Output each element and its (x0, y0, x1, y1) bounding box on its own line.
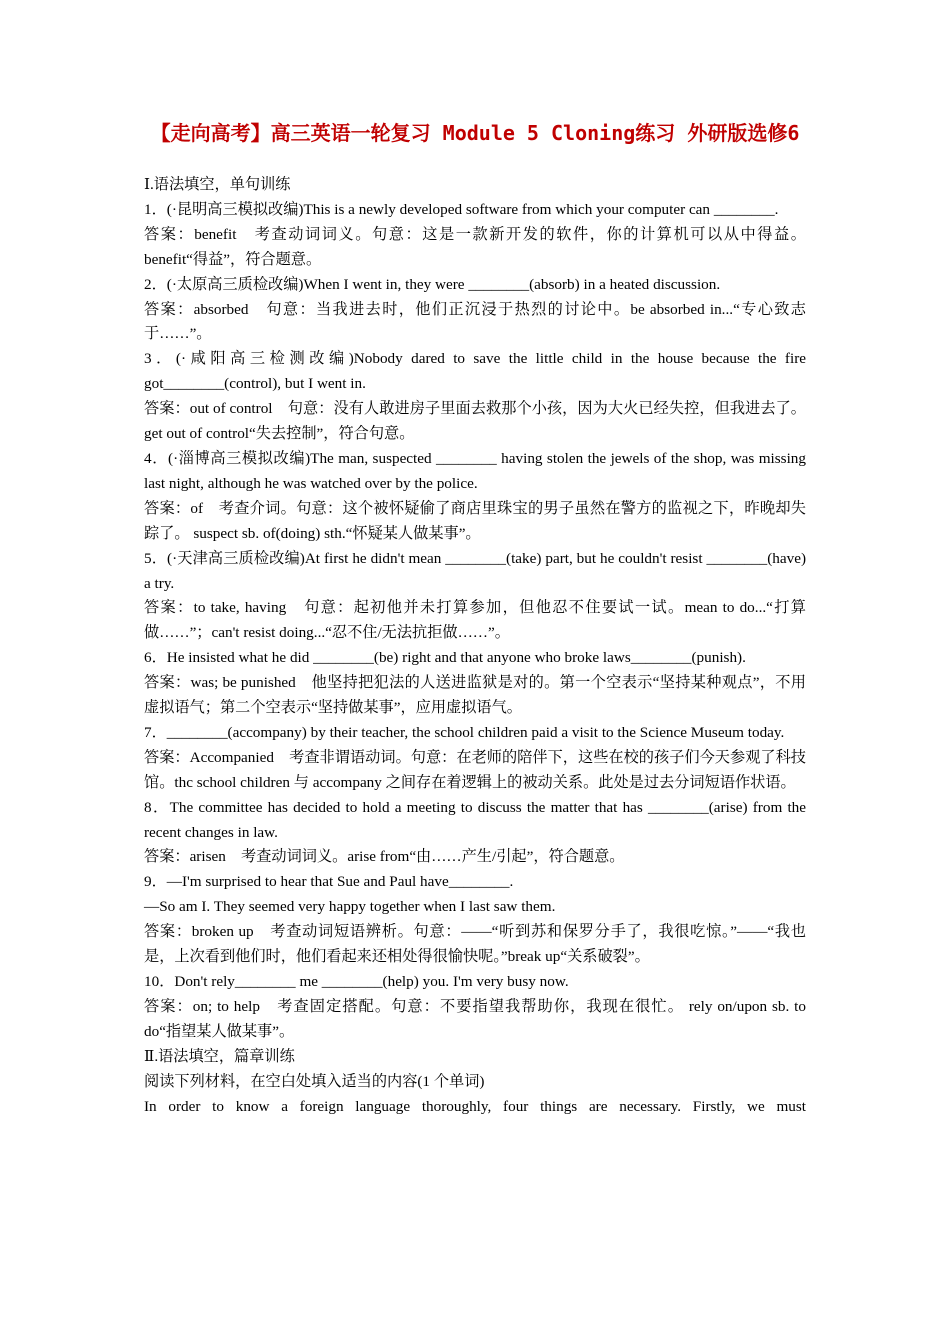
answer-8: 答案：arisen 考查动词词义。arise from“由……产生/引起”，符合题意。 (144, 848, 625, 866)
answer-3: 答案：out of control 句意：没有人敢进房子里面去救那个小孩，因为大火已经失控，但我进去了。get out of control“失去控制”，符合句意。 (144, 400, 806, 443)
answer-10: 答案：on; to help 考查固定搭配。句意：不要指望我帮助你，我现在很忙。 rely on/upon sb. to do“指望某人做某事”。 (144, 997, 806, 1040)
instruction: 阅读下列材料，在空白处填入适当的内容(1 个单词) (144, 1072, 485, 1090)
question-5: 5．(·天津高三质检改编)At first he didn't mean ________(take) part, but he couldn't resist ________(have) a try. (144, 549, 806, 592)
section-heading: Ⅱ.语法填空，篇章训练 (144, 1047, 295, 1065)
question-7: 7．________(accompany) by their teacher, the school children paid a visit to the Science Museum today. (144, 723, 785, 741)
answer-5: 答案：to take, having 句意：起初他并未打算参加，但他忍不住要试一试。mean to do...“打算做……”；can't resist doing...“忍不住/无法抗拒做……”。 (144, 599, 806, 642)
question-9: 9．—I'm surprised to hear that Sue and Paul have________. (144, 873, 514, 891)
question-3: 3．(·咸阳高三检测改编)Nobody dared to save the little child in the house because the fire got________(control), but I went in. (144, 350, 806, 393)
answer-4: 答案：of 考查介词。句意：这个被怀疑偷了商店里珠宝的男子虽然在警方的监视之下，昨晚却失踪了。 suspect sb. of(doing) sth.“怀疑某人做某事”。 (144, 499, 806, 542)
document-title: 【走向高考】高三英语一轮复习 Module 5 Cloning练习 外研版选修6 (150, 121, 800, 145)
question-8: 8．The committee has decided to hold a meeting to discuss the matter that has ________(arise) from the recent changes in law. (144, 798, 806, 841)
passage-text: In order to know a foreign language thoroughly, four things are necessary. Firstly, we must (144, 1097, 806, 1115)
answer-2: 答案：absorbed 句意：当我进去时，他们正沉浸于热烈的讨论中。be absorbed in...“专心致志于……”。 (144, 300, 806, 343)
answer-1: 答案：benefit 考查动词词义。句意：这是一款新开发的软件，你的计算机可以从中得益。benefit“得益”，符合题意。 (144, 225, 806, 268)
answer-7: 答案：Accompanied 考查非谓语动词。句意：在老师的陪伴下，这些在校的孩子们今天参观了科技馆。thc school children 与 accompany 之间存在着逻辑上的被动关系。此处是过去分词短语作状语。 (144, 748, 806, 791)
answer-6: 答案：was; be punished 他坚持把犯法的人送进监狱是对的。第一个空表示“坚持某种观点”，不用虚拟语气；第二个空表示“坚持做某事”，应用虚拟语气。 (144, 674, 806, 717)
question-4: 4．(·淄博高三模拟改编)The man, suspected ________ having stolen the jewels of the shop, was missing last night, although he was watched over by the police. (144, 449, 806, 492)
question-9-reply: —So am I. They seemed very happy together when I last saw them. (144, 898, 556, 916)
answer-9: 答案：broken up 考查动词短语辨析。句意：——“听到苏和保罗分手了，我很吃惊。”——“我也是，上次看到他们时，他们看起来还相处得很愉快呢。”break up“关系破裂”。 (144, 923, 806, 966)
question-10: 10．Don't rely________ me ________(help) you. I'm very busy now. (144, 973, 569, 990)
question-1: 1．(·昆明高三模拟改编)This is a newly developed software from which your computer can ________. (144, 200, 779, 218)
document-body (144, 173, 806, 1119)
question-6: 6．He insisted what he did ________(be) right and that anyone who broke laws________(punish). (144, 649, 746, 667)
section-heading: Ⅰ.语法填空，单句训练 (144, 176, 291, 193)
question-2: 2．(·太原高三质检改编)When I went in, they were ________(absorb) in a heated discussion. (144, 275, 721, 293)
